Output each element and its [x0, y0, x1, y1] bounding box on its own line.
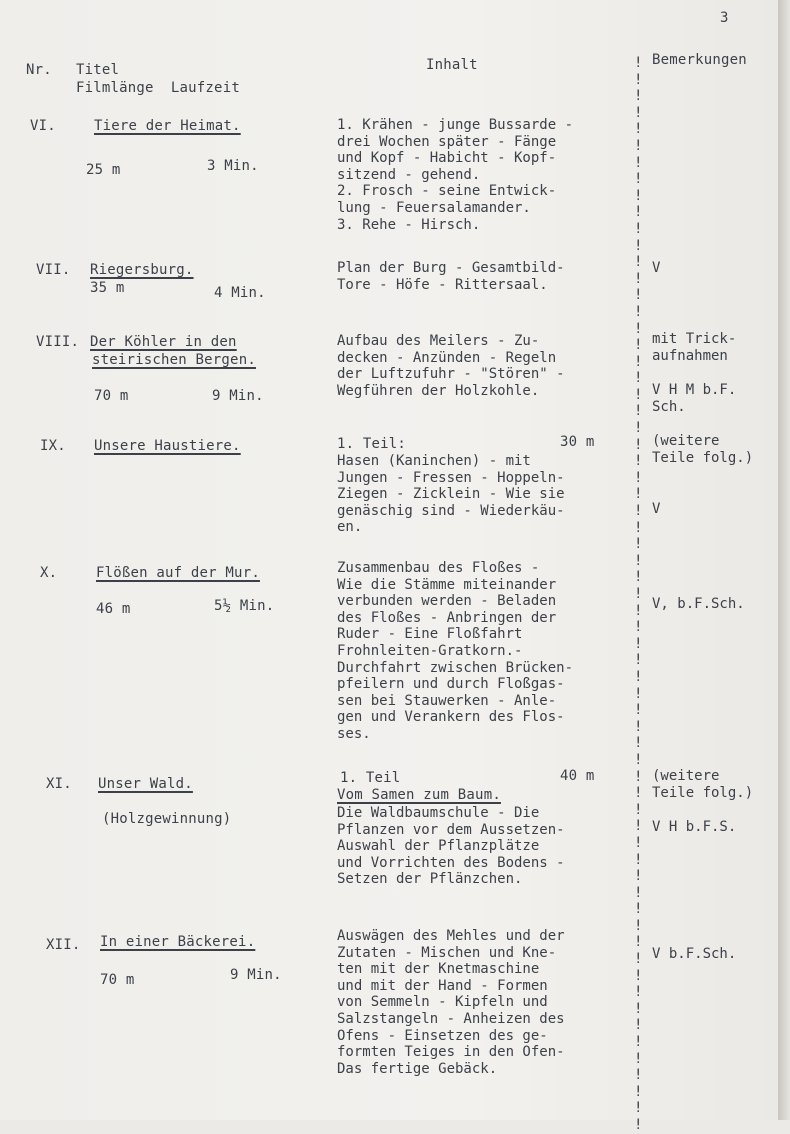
- entry-content: Die Waldbaumschule - Die Pflanzen vor dem Aussetzen- Auswahl der Pflanzplätze und Vorrichten des Bodens - Setzen der Pflänzchen.: [337, 805, 565, 888]
- column-separator: ! ! ! ! ! ! ! ! ! ! ! ! ! ! ! ! ! ! ! ! ! ! ! ! ! ! ! ! ! ! ! ! ! ! ! ! ! ! ! ! ! ! ! ! ! ! ! ! ! ! ! ! ! ! ! ! ! ! ! ! ! ! ! ! !: [634, 55, 643, 1133]
- entry-nr: X.: [40, 565, 58, 581]
- entry-nr: XI.: [46, 776, 72, 792]
- entry-content: Hasen (Kaninchen) - mit Jungen - Fressen - Hoppeln- Ziegen - Zicklein - Wie sie genäschig sind - Wiederkäu- en.: [337, 453, 565, 536]
- header-bemerkungen: Bemerkungen: [652, 52, 747, 68]
- entry-nr: IX.: [40, 438, 66, 454]
- entry-remarks: V, b.F.Sch.: [652, 596, 745, 612]
- page-edge: [778, 0, 790, 1120]
- entry-remarks: (weitere Teile folg.) V H b.F.S.: [652, 768, 754, 835]
- entry-content: 1. Krähen - junge Bussarde - drei Wochen später - Fänge und Kopf - Habicht - Kopf- sitzend - gehend. 2. Frosch - seine Entwick- lung - Feuersalamander. 3. Rehe - Hirsch.: [337, 117, 574, 233]
- entry-title: Riegersburg.: [90, 262, 194, 278]
- header-titel: Titel: [76, 62, 120, 78]
- entry-length: 46 m: [96, 601, 131, 617]
- entry-runtime: 3 Min.: [207, 158, 259, 174]
- entry-length: 70 m: [94, 388, 129, 404]
- entry-runtime: 9 Min.: [230, 967, 282, 983]
- page-number: 3: [720, 10, 729, 26]
- header-filmlaenge-laufzeit: Filmlänge Laufzeit: [76, 80, 240, 96]
- entry-subtitle: (Holzgewinnung): [102, 811, 232, 827]
- entry-content: Zusammenbau des Floßes - Wie die Stämme miteinander verbunden werden - Beladen des Floßes - Anbringen der Ruder - Eine Floßfahrt Frohnleiten-Gratkorn.- Durchfahrt zwischen Brücken- pfeilern und durch Floßgas- sen bei Stauwerken - Anle- gen und Verankern des Flos- ses.: [337, 560, 574, 742]
- entry-content: Plan der Burg - Gesamtbild- Tore - Höfe - Rittersaal.: [337, 260, 565, 293]
- entry-content: Aufbau des Meilers - Zu- decken - Anzünden - Regeln der Luftzufuhr - "Stören" - Wegführen der Holzkohle.: [337, 333, 565, 399]
- entry-remarks: V: [652, 260, 661, 276]
- entry-remarks: mit Trick- aufnahmen V H M b.F. Sch.: [652, 331, 737, 415]
- entry-title: Tiere der Heimat.: [94, 118, 241, 134]
- entry-runtime: 4 Min.: [214, 285, 266, 301]
- entry-title: Der Köhler in den: [90, 334, 237, 350]
- entry-part: 1. Teil: [340, 770, 401, 786]
- entry-title: Flößen auf der Mur.: [96, 565, 260, 581]
- entry-title: Unser Wald.: [98, 776, 193, 792]
- entry-part-length: 30 m: [560, 434, 595, 450]
- entry-part: 1. Teil:: [337, 436, 407, 452]
- entry-title: Unsere Haustiere.: [94, 438, 241, 454]
- entry-part-length: 40 m: [560, 768, 595, 784]
- entry-runtime: 9 Min.: [212, 388, 264, 404]
- entry-nr: VII.: [36, 262, 71, 278]
- entry-remarks: (weitere Teile folg.) V: [652, 433, 754, 517]
- entry-runtime: 5½ Min.: [214, 598, 275, 614]
- entry-remarks: V b.F.Sch.: [652, 946, 737, 962]
- entry-title-line2: steirischen Bergen.: [92, 352, 256, 368]
- entry-nr: VI.: [30, 118, 56, 134]
- entry-title: In einer Bäckerei.: [100, 934, 256, 950]
- entry-length: 35 m: [90, 280, 125, 296]
- entry-content: Auswägen des Mehles und der Zutaten - Mischen und Kne- ten mit der Knetmaschine und mit der Hand - Formen von Semmeln - Kipfeln und Salzstangeln - Anheizen des Ofens - Einsetzen des ge- formten Teiges in den Ofen- Das fertige Gebäck.: [337, 928, 565, 1077]
- entry-length: 25 m: [86, 162, 121, 178]
- header-nr: Nr.: [26, 62, 52, 78]
- entry-length: 70 m: [100, 972, 135, 988]
- header-inhalt: Inhalt: [426, 57, 478, 73]
- entry-nr: XII.: [46, 937, 81, 953]
- entry-nr: VIII.: [36, 334, 80, 350]
- entry-part-subtitle: Vom Samen zum Baum.: [337, 787, 501, 803]
